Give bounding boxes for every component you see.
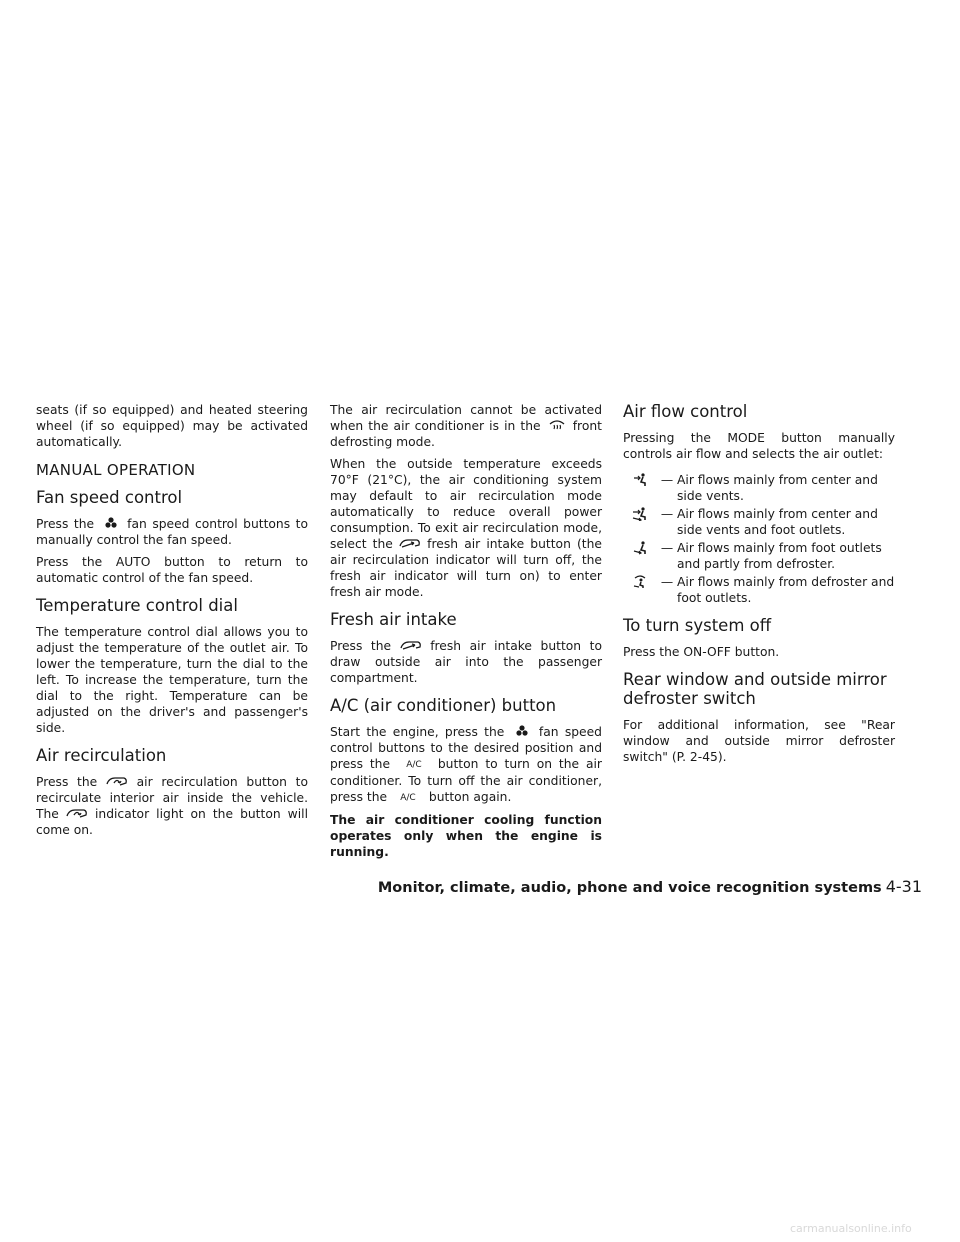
vent-bilevel-icon	[623, 506, 657, 538]
auto-recirc-paragraph: When the outside temperature exceeds 70°F (21°C), the air conditioning system may default to air recirculation mode automatically to reduce overall power consumption. To exit air recirculation mode, select the fresh air intake button (the air recirculation indicator will turn off, the fresh air indicator will turn on) to enter fresh air mode.	[330, 457, 602, 599]
vent-foot-icon	[623, 540, 657, 572]
intro-paragraph: seats (if so equipped) and heated steering wheel (if so equipped) may be activated automatically.	[36, 403, 308, 449]
recirculation-paragraph: Press the air recirculation button to recirculate interior air inside the vehicle. The indicator light on the button will come on.	[36, 775, 308, 837]
turn-off-paragraph: Press the ON-OFF button.	[623, 645, 780, 659]
fan-icon	[100, 517, 122, 529]
fan-icon	[511, 725, 533, 737]
vent-face-icon	[623, 472, 657, 504]
temperature-paragraph: The temperature control dial allows you to adjust the temperature of the outlet air. To lower the temperature, turn the dial to the left. To increase the temperature, turn the dial to the right. Temperature can be adjusted on the driver's and passenger's side.	[36, 625, 308, 735]
column-left	[36, 402, 308, 844]
air-flow-paragraph: Pressing the MODE button manually controls air flow and selects the air outlet:	[623, 431, 895, 461]
recirculation-icon	[106, 775, 128, 787]
footer-section-title: Monitor, climate, audio, phone and voice recognition systems	[377, 880, 882, 896]
page-footer	[0, 877, 922, 896]
fresh-air-intake-icon	[400, 639, 422, 651]
fresh-air-heading: Fresh air intake	[330, 610, 457, 629]
fan-speed-heading: Fan speed control	[36, 488, 183, 507]
temperature-heading: Temperature control dial	[36, 596, 238, 615]
ac-paragraph: Start the engine, press the fan speed control buttons to the desired position and press the A/C button to turn on the air conditioner. To turn off the air conditioner, press the A/C button again.	[330, 725, 602, 804]
fresh-air-icon	[399, 537, 421, 549]
flow-item-defrost-foot: — Air flows mainly from defroster and foot outlets.	[623, 574, 895, 606]
fan-auto-paragraph: Press the AUTO button to return to automatic control of the fan speed.	[36, 555, 308, 585]
ac-label-icon: A/C	[400, 793, 416, 803]
recirculation-indicator-icon	[66, 807, 88, 819]
flow-item-face: — Air flows mainly from center and side vents.	[623, 472, 895, 504]
fan-speed-paragraph: Press the fan speed control buttons to manually control the fan speed.	[36, 517, 308, 547]
column-middle	[330, 402, 602, 866]
turn-off-heading: To turn system off	[623, 616, 772, 635]
rear-defroster-paragraph: For additional information, see "Rear window and outside mirror defroster switch" (P. 2-45).	[623, 718, 895, 764]
rear-defroster-heading: Rear window and outside mirror defroster switch	[623, 670, 887, 708]
manual-operation-heading: MANUAL OPERATION	[36, 461, 196, 479]
page-number: 4-31	[885, 877, 922, 896]
column-right	[623, 402, 895, 771]
flow-item-bilevel: — Air flows mainly from center and side vents and foot outlets.	[623, 506, 895, 538]
recirculation-heading: Air recirculation	[36, 746, 167, 765]
front-defroster-icon	[546, 419, 568, 431]
ac-note: The air conditioner cooling function operates only when the engine is running.	[330, 813, 602, 859]
air-flow-heading: Air flow control	[623, 402, 748, 421]
recirc-note-paragraph: The air recirculation cannot be activated when the air conditioner is in the front defrosting mode.	[330, 403, 602, 449]
watermark: carmanualsonline.info	[790, 1222, 912, 1235]
flow-item-foot: — Air flows mainly from foot outlets and partly from defroster.	[623, 540, 895, 572]
fresh-air-paragraph: Press the fresh air intake button to draw outside air into the passenger compartment.	[330, 639, 602, 685]
ac-button-heading: A/C (air conditioner) button	[330, 696, 557, 715]
vent-defrost-foot-icon	[623, 574, 657, 606]
ac-label-icon: A/C	[406, 760, 422, 770]
